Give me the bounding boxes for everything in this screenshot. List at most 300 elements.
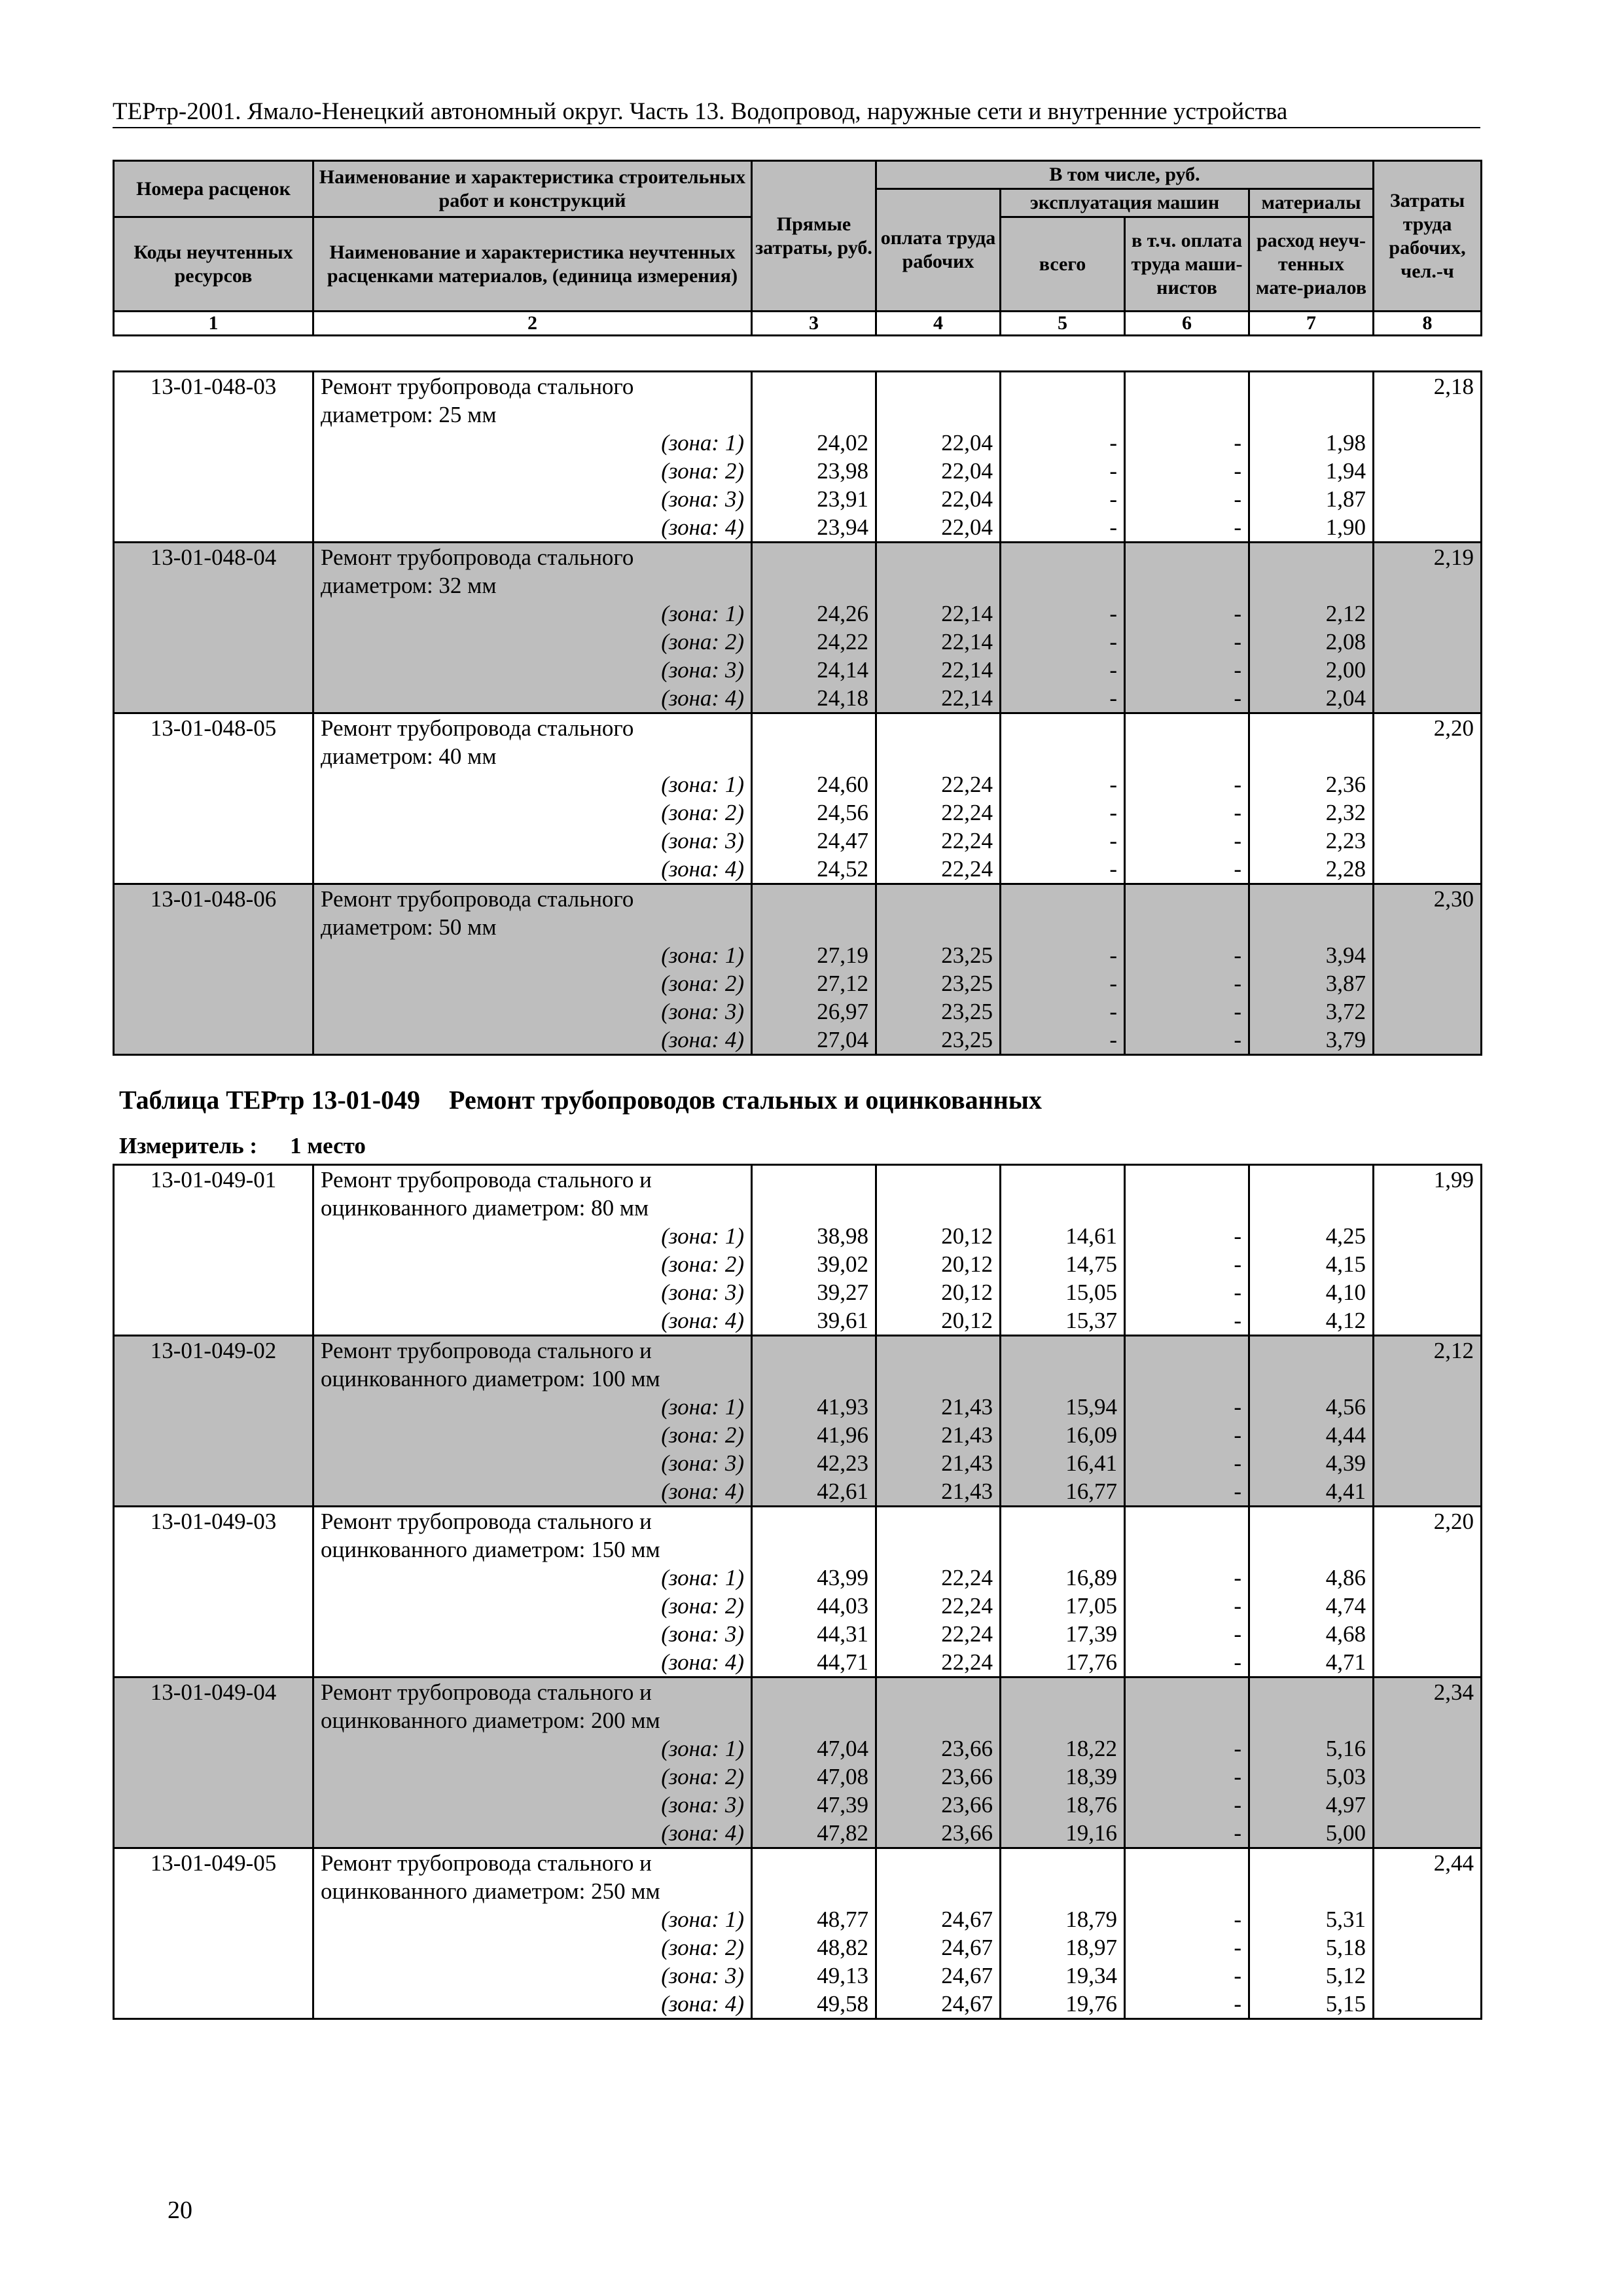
zone-label: (зона: 4) (313, 1819, 752, 1848)
empty-cell (1001, 571, 1125, 600)
empty-cell (1374, 1648, 1482, 1677)
empty-cell (1374, 485, 1482, 513)
machinist-pay: - (1125, 827, 1249, 855)
table-row (114, 656, 1482, 684)
rate-code: 13-01-049-03 (114, 1507, 313, 1536)
worker-pay: 23,25 (876, 941, 1001, 969)
rate-code: 13-01-049-01 (114, 1165, 313, 1194)
empty-cell (114, 1592, 313, 1620)
table-row (114, 1848, 1482, 1878)
materials-cost: 4,74 (1249, 1592, 1374, 1620)
materials-cost: 1,87 (1249, 485, 1374, 513)
empty-cell (752, 401, 876, 429)
empty-cell (876, 1848, 1001, 1878)
zone-label: (зона: 2) (313, 628, 752, 656)
column-number: 8 (1374, 312, 1482, 336)
table-row (114, 429, 1482, 457)
direct-costs: 39,02 (752, 1250, 876, 1278)
zone-label: (зона: 3) (313, 1791, 752, 1819)
empty-cell (752, 1165, 876, 1194)
header-machinist-pay: в т.ч. оплата труда маши-нистов (1125, 217, 1249, 312)
empty-cell (114, 1194, 313, 1222)
empty-cell (1374, 1706, 1482, 1734)
machines-total: - (1001, 457, 1125, 485)
worker-pay: 23,25 (876, 997, 1001, 1026)
empty-cell (1125, 571, 1249, 600)
empty-cell (114, 1933, 313, 1962)
machinist-pay: - (1125, 1026, 1249, 1055)
table-row (114, 1620, 1482, 1648)
table-row (114, 1791, 1482, 1819)
table-row (114, 1905, 1482, 1933)
worker-pay: 22,24 (876, 855, 1001, 884)
header-worker-pay: оплата труда рабочих (876, 189, 1001, 312)
worker-pay: 22,04 (876, 485, 1001, 513)
empty-cell (1125, 1165, 1249, 1194)
machines-total: - (1001, 941, 1125, 969)
empty-cell (1374, 1877, 1482, 1905)
materials-cost: 5,31 (1249, 1905, 1374, 1933)
empty-cell (1374, 1421, 1482, 1449)
empty-cell (1374, 913, 1482, 941)
rate-code: 13-01-049-05 (114, 1848, 313, 1878)
header-labor-costs: Затраты труда рабочих, чел.-ч (1374, 161, 1482, 312)
machinist-pay: - (1125, 997, 1249, 1026)
machines-total: - (1001, 429, 1125, 457)
table-row (114, 1734, 1482, 1763)
empty-cell (1125, 742, 1249, 770)
empty-cell (876, 913, 1001, 941)
machinist-pay: - (1125, 1962, 1249, 1990)
empty-cell (114, 941, 313, 969)
empty-cell (1001, 1535, 1125, 1564)
zone-label: (зона: 3) (313, 1278, 752, 1306)
empty-cell (114, 1449, 313, 1477)
header-machines: эксплуатация машин (1001, 189, 1249, 217)
empty-cell (752, 1848, 876, 1878)
rates-table-body (114, 1165, 1482, 2019)
machinist-pay: - (1125, 1222, 1249, 1250)
empty-cell (876, 713, 1001, 743)
empty-cell (876, 571, 1001, 600)
empty-cell (1001, 1507, 1125, 1536)
header-machines-total: всего (1001, 217, 1125, 312)
direct-costs: 23,94 (752, 513, 876, 543)
measure-value: 1 место (290, 1133, 366, 1158)
empty-cell (114, 628, 313, 656)
machinist-pay: - (1125, 1477, 1249, 1507)
header-material-name: Наименование и характеристика неучтенных расценками материалов, (единица измерения) (313, 217, 752, 312)
zone-label: (зона: 2) (313, 1763, 752, 1791)
empty-cell (1374, 1905, 1482, 1933)
section-table-name: Ремонт трубопроводов стальных и оцинкованных (449, 1085, 1042, 1115)
empty-cell (752, 884, 876, 914)
table-row (114, 1165, 1482, 1194)
table-row (114, 1477, 1482, 1507)
rates-table-048 (113, 370, 1482, 1056)
table-row (114, 571, 1482, 600)
materials-cost: 4,10 (1249, 1278, 1374, 1306)
worker-pay: 21,43 (876, 1477, 1001, 1507)
empty-cell (114, 1819, 313, 1848)
machines-total: - (1001, 600, 1125, 628)
empty-cell (114, 656, 313, 684)
rate-name: Ремонт трубопровода стального (313, 713, 752, 743)
empty-cell (1374, 600, 1482, 628)
worker-pay: 22,04 (876, 513, 1001, 543)
machines-total: - (1001, 684, 1125, 713)
empty-cell (114, 1648, 313, 1677)
empty-cell (1374, 1365, 1482, 1393)
rates-table-049 (113, 1164, 1482, 2020)
empty-cell (1374, 457, 1482, 485)
labor-cost: 2,19 (1374, 543, 1482, 572)
empty-cell (752, 571, 876, 600)
empty-cell (1125, 913, 1249, 941)
materials-cost: 1,98 (1249, 429, 1374, 457)
zone-label: (зона: 3) (313, 1449, 752, 1477)
zone-label: (зона: 1) (313, 1222, 752, 1250)
empty-cell (1001, 913, 1125, 941)
machinist-pay: - (1125, 656, 1249, 684)
worker-pay: 22,24 (876, 827, 1001, 855)
direct-costs: 42,23 (752, 1449, 876, 1477)
empty-cell (1249, 1535, 1374, 1564)
materials-cost: 1,90 (1249, 513, 1374, 543)
table-row (114, 372, 1482, 401)
empty-cell (1249, 1848, 1374, 1878)
rate-name-cont: диаметром: 32 мм (313, 571, 752, 600)
table-row (114, 1393, 1482, 1421)
direct-costs: 44,71 (752, 1648, 876, 1677)
empty-cell (752, 1365, 876, 1393)
machines-total: - (1001, 1026, 1125, 1055)
direct-costs: 49,58 (752, 1990, 876, 2019)
empty-cell (1125, 1877, 1249, 1905)
rate-code: 13-01-048-05 (114, 713, 313, 743)
worker-pay: 22,04 (876, 457, 1001, 485)
empty-cell (1249, 1706, 1374, 1734)
empty-cell (1374, 1393, 1482, 1421)
table-row (114, 1250, 1482, 1278)
empty-cell (1125, 372, 1249, 401)
empty-cell (1125, 1194, 1249, 1222)
materials-cost: 5,12 (1249, 1962, 1374, 1990)
empty-cell (752, 913, 876, 941)
materials-cost: 4,71 (1249, 1648, 1374, 1677)
machinist-pay: - (1125, 770, 1249, 798)
empty-cell (114, 913, 313, 941)
machines-total: 16,89 (1001, 1564, 1125, 1592)
table-row (114, 713, 1482, 743)
machinist-pay: - (1125, 457, 1249, 485)
empty-cell (876, 1507, 1001, 1536)
machines-total: 15,05 (1001, 1278, 1125, 1306)
empty-cell (876, 1365, 1001, 1393)
zone-label: (зона: 4) (313, 855, 752, 884)
empty-cell (1249, 1877, 1374, 1905)
empty-cell (1249, 713, 1374, 743)
machines-total: 19,76 (1001, 1990, 1125, 2019)
header-work-name: Наименование и характеристика строительных работ и конструкций (313, 161, 752, 217)
rate-name: Ремонт трубопровода стального и (313, 1677, 752, 1707)
empty-cell (114, 1734, 313, 1763)
empty-cell (114, 1706, 313, 1734)
empty-cell (1374, 684, 1482, 713)
empty-cell (1374, 1819, 1482, 1848)
empty-cell (876, 742, 1001, 770)
materials-cost: 5,15 (1249, 1990, 1374, 2019)
empty-cell (1001, 1848, 1125, 1878)
empty-cell (114, 1905, 313, 1933)
empty-cell (752, 1336, 876, 1365)
rate-name: Ремонт трубопровода стального и (313, 1336, 752, 1365)
worker-pay: 22,24 (876, 1592, 1001, 1620)
materials-cost: 2,08 (1249, 628, 1374, 656)
rate-name: Ремонт трубопровода стального (313, 884, 752, 914)
empty-cell (114, 1421, 313, 1449)
zone-label: (зона: 3) (313, 1962, 752, 1990)
header-materials: материалы (1249, 189, 1374, 217)
column-number: 4 (876, 312, 1001, 336)
table-row (114, 1306, 1482, 1336)
machines-total: 18,79 (1001, 1905, 1125, 1933)
empty-cell (1374, 1763, 1482, 1791)
empty-cell (876, 1877, 1001, 1905)
empty-cell (114, 401, 313, 429)
machinist-pay: - (1125, 513, 1249, 543)
direct-costs: 23,98 (752, 457, 876, 485)
worker-pay: 21,43 (876, 1421, 1001, 1449)
table-row (114, 997, 1482, 1026)
empty-cell (1374, 827, 1482, 855)
rate-name-cont: диаметром: 25 мм (313, 401, 752, 429)
direct-costs: 41,93 (752, 1393, 876, 1421)
machines-total: - (1001, 969, 1125, 997)
column-number: 1 (114, 312, 313, 336)
empty-cell (1001, 401, 1125, 429)
empty-cell (876, 1194, 1001, 1222)
machines-total: - (1001, 798, 1125, 827)
rate-code: 13-01-049-02 (114, 1336, 313, 1365)
empty-cell (876, 1706, 1001, 1734)
machines-total: 19,34 (1001, 1962, 1125, 1990)
empty-cell (114, 1393, 313, 1421)
machines-total: 18,97 (1001, 1933, 1125, 1962)
empty-cell (1249, 401, 1374, 429)
rate-name: Ремонт трубопровода стального и (313, 1848, 752, 1878)
empty-cell (752, 543, 876, 572)
labor-cost: 2,18 (1374, 372, 1482, 401)
rate-name: Ремонт трубопровода стального и (313, 1165, 752, 1194)
machinist-pay: - (1125, 1648, 1249, 1677)
materials-cost: 5,00 (1249, 1819, 1374, 1848)
empty-cell (1374, 1734, 1482, 1763)
empty-cell (1001, 543, 1125, 572)
materials-cost: 4,97 (1249, 1791, 1374, 1819)
empty-cell (114, 798, 313, 827)
rate-name-cont: оцинкованного диаметром: 100 мм (313, 1365, 752, 1393)
direct-costs: 24,14 (752, 656, 876, 684)
table-row (114, 1819, 1482, 1848)
machinist-pay: - (1125, 1306, 1249, 1336)
direct-costs: 42,61 (752, 1477, 876, 1507)
empty-cell (114, 1535, 313, 1564)
materials-cost: 4,12 (1249, 1306, 1374, 1336)
empty-cell (1374, 1962, 1482, 1990)
rate-name: Ремонт трубопровода стального (313, 543, 752, 572)
empty-cell (1125, 401, 1249, 429)
zone-label: (зона: 4) (313, 513, 752, 543)
direct-costs: 24,52 (752, 855, 876, 884)
measure-label: Измеритель : (119, 1133, 258, 1158)
direct-costs: 47,39 (752, 1791, 876, 1819)
table-header (113, 160, 1482, 336)
direct-costs: 24,02 (752, 429, 876, 457)
empty-cell (1374, 969, 1482, 997)
table-row (114, 485, 1482, 513)
empty-cell (1001, 1194, 1125, 1222)
machinist-pay: - (1125, 1905, 1249, 1933)
table-row (114, 1421, 1482, 1449)
table-row (114, 1877, 1482, 1905)
zone-label: (зона: 3) (313, 827, 752, 855)
table-row (114, 969, 1482, 997)
table-row (114, 941, 1482, 969)
direct-costs: 43,99 (752, 1564, 876, 1592)
table-row (114, 401, 1482, 429)
table-row (114, 1677, 1482, 1707)
materials-cost: 5,03 (1249, 1763, 1374, 1791)
materials-cost: 4,44 (1249, 1421, 1374, 1449)
empty-cell (752, 1677, 876, 1707)
labor-cost: 2,12 (1374, 1336, 1482, 1365)
zone-label: (зона: 2) (313, 457, 752, 485)
table-row (114, 1962, 1482, 1990)
materials-cost: 3,87 (1249, 969, 1374, 997)
header-including: В том числе, руб. (876, 161, 1374, 189)
empty-cell (876, 884, 1001, 914)
empty-cell (114, 457, 313, 485)
empty-cell (1374, 401, 1482, 429)
labor-cost: 2,20 (1374, 713, 1482, 743)
empty-cell (1374, 1026, 1482, 1055)
machinist-pay: - (1125, 1819, 1249, 1848)
direct-costs: 39,27 (752, 1278, 876, 1306)
machines-total: 18,39 (1001, 1763, 1125, 1791)
empty-cell (114, 1026, 313, 1055)
empty-cell (1374, 1620, 1482, 1648)
direct-costs: 48,77 (752, 1905, 876, 1933)
direct-costs: 24,47 (752, 827, 876, 855)
worker-pay: 22,24 (876, 1620, 1001, 1648)
worker-pay: 22,14 (876, 684, 1001, 713)
empty-cell (1249, 913, 1374, 941)
rate-name: Ремонт трубопровода стального (313, 372, 752, 401)
worker-pay: 22,24 (876, 1648, 1001, 1677)
direct-costs: 47,08 (752, 1763, 876, 1791)
empty-cell (1374, 1933, 1482, 1962)
materials-cost: 1,94 (1249, 457, 1374, 485)
table-row (114, 913, 1482, 941)
zone-label: (зона: 2) (313, 969, 752, 997)
machinist-pay: - (1125, 1250, 1249, 1278)
empty-cell (114, 1564, 313, 1592)
materials-cost: 2,12 (1249, 600, 1374, 628)
empty-cell (114, 1306, 313, 1336)
table-row (114, 1763, 1482, 1791)
empty-cell (1249, 372, 1374, 401)
machinist-pay: - (1125, 429, 1249, 457)
empty-cell (1374, 1990, 1482, 2019)
zone-label: (зона: 1) (313, 770, 752, 798)
machinist-pay: - (1125, 1421, 1249, 1449)
empty-cell (1374, 997, 1482, 1026)
empty-cell (114, 571, 313, 600)
table-row (114, 628, 1482, 656)
table-row (114, 827, 1482, 855)
direct-costs: 41,96 (752, 1421, 876, 1449)
direct-costs: 44,03 (752, 1592, 876, 1620)
empty-cell (1374, 571, 1482, 600)
empty-cell (1001, 742, 1125, 770)
direct-costs: 24,60 (752, 770, 876, 798)
worker-pay: 22,14 (876, 656, 1001, 684)
machinist-pay: - (1125, 1791, 1249, 1819)
direct-costs: 24,22 (752, 628, 876, 656)
materials-cost: 5,16 (1249, 1734, 1374, 1763)
empty-cell (1374, 770, 1482, 798)
zone-label: (зона: 1) (313, 1393, 752, 1421)
machines-total: - (1001, 770, 1125, 798)
machinist-pay: - (1125, 969, 1249, 997)
machinist-pay: - (1125, 855, 1249, 884)
zone-label: (зона: 3) (313, 1620, 752, 1648)
empty-cell (1249, 1336, 1374, 1365)
worker-pay: 24,67 (876, 1990, 1001, 2019)
empty-cell (114, 429, 313, 457)
empty-cell (1374, 1535, 1482, 1564)
column-number: 5 (1001, 312, 1125, 336)
empty-cell (1374, 1222, 1482, 1250)
machinist-pay: - (1125, 628, 1249, 656)
empty-cell (1374, 1250, 1482, 1278)
table-row (114, 1365, 1482, 1393)
empty-cell (752, 1507, 876, 1536)
materials-cost: 4,86 (1249, 1564, 1374, 1592)
table-row (114, 513, 1482, 543)
zone-label: (зона: 1) (313, 1905, 752, 1933)
column-number: 3 (752, 312, 876, 336)
table-row (114, 1026, 1482, 1055)
zone-label: (зона: 1) (313, 429, 752, 457)
materials-cost: 4,25 (1249, 1222, 1374, 1250)
materials-cost: 2,28 (1249, 855, 1374, 884)
running-header: ТЕРтр-2001. Ямало-Ненецкий автономный округ. Часть 13. Водопровод, наружные сети и внутренние устройства (113, 97, 1480, 128)
table-row (114, 543, 1482, 572)
materials-cost: 4,39 (1249, 1449, 1374, 1477)
empty-cell (1374, 1194, 1482, 1222)
zone-label: (зона: 4) (313, 1477, 752, 1507)
direct-costs: 24,18 (752, 684, 876, 713)
empty-cell (114, 1620, 313, 1648)
column-number: 2 (313, 312, 752, 336)
empty-cell (876, 1336, 1001, 1365)
empty-cell (114, 600, 313, 628)
empty-cell (876, 1165, 1001, 1194)
materials-cost: 2,04 (1249, 684, 1374, 713)
empty-cell (1001, 1706, 1125, 1734)
